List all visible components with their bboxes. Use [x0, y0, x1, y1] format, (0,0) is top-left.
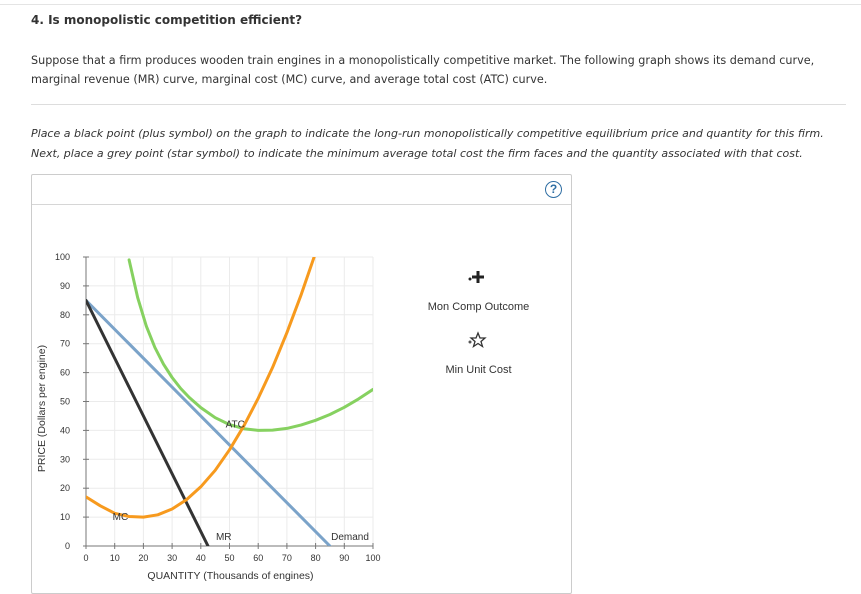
x-tick-label: 100 [365, 553, 381, 563]
x-tick-label: 70 [281, 553, 292, 563]
tool-min-unit-cost[interactable] [469, 333, 486, 347]
question-title: 4. Is monopolistic competition efficient? [31, 13, 303, 27]
x-tick-label: 90 [339, 553, 350, 563]
x-tick-label: 10 [109, 553, 120, 563]
y-tick-label: 30 [59, 454, 70, 465]
y-tick-label: 40 [59, 425, 70, 436]
tool-mon-comp-outcome[interactable] [469, 271, 485, 283]
plus-icon[interactable] [472, 271, 484, 283]
tool-label-min-unit-cost: Min Unit Cost [445, 364, 512, 376]
x-tick-label: 20 [138, 553, 149, 563]
x-tick-label: 40 [195, 553, 206, 563]
curve-label-atc: ATC [225, 419, 245, 431]
tool-label-mon-comp: Mon Comp Outcome [427, 301, 530, 313]
curve-label-demand: Demand [331, 532, 369, 544]
curve-label-mc: MC [112, 511, 129, 523]
star-icon[interactable] [471, 333, 485, 347]
question-instructions: Place a black point (plus symbol) on the graph to indicate the long-run monopolistically competitive equilibrium price and quantity for this firm. Next, place a grey point (star symbol) to indicate the minimum average total cost the firm faces and the quantity associated with that cost. [31, 127, 824, 160]
y-tick-label: 10 [59, 512, 70, 523]
y-axis-label: PRICE (Dollars per engine) [36, 344, 48, 473]
y-tick-label: 60 [59, 367, 70, 378]
x-tick-label: 80 [310, 553, 321, 563]
y-tick-label: 90 [59, 280, 70, 291]
y-tick-label: 20 [59, 483, 70, 494]
x-axis-label: QUANTITY (Thousands of engines) [147, 570, 314, 582]
x-tick-label: 50 [224, 553, 235, 563]
x-tick-label: 60 [253, 553, 264, 563]
y-tick-label: 0 [64, 541, 70, 551]
curve-label-mr: MR [215, 532, 232, 544]
x-tick-label: 0 [83, 553, 89, 563]
drag-dot-icon [469, 278, 472, 281]
drag-dot-icon [469, 341, 472, 344]
y-tick-label: 80 [59, 309, 70, 320]
x-tick-label: 30 [167, 553, 178, 563]
help-icon[interactable]: ? [545, 181, 562, 198]
y-tick-label: 70 [59, 338, 70, 349]
y-tick-label: 100 [54, 252, 70, 262]
y-tick-label: 50 [59, 396, 70, 407]
question-intro: Suppose that a firm produces wooden train engines in a monopolistically competitive market. The following graph shows its demand curve, marginal revenue (MR) curve, marginal cost (MC) curve, and average total cost (ATC) curve. [31, 54, 815, 86]
